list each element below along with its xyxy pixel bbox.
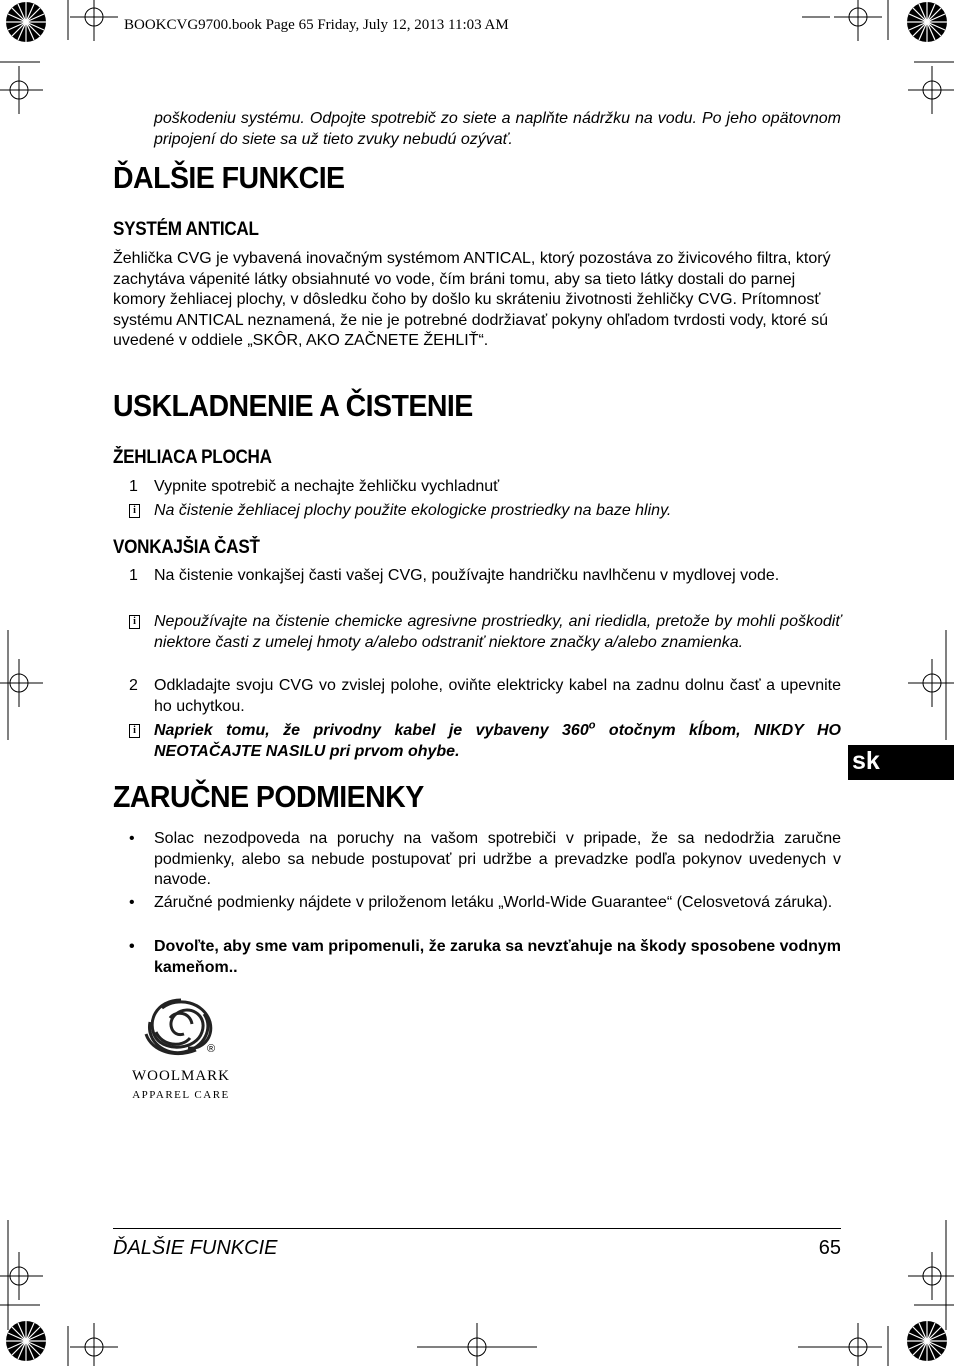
bullet-text: Záručné podmienky nájdete v priloženom letáku „World-Wide Guarantee“ (Celosvetová záruka). bbox=[154, 894, 833, 911]
step-text: Vypnite spotrebič a nechajte žehličku vychladnuť bbox=[154, 478, 500, 495]
heading-exterior: VONKAJŠIA ČASŤ bbox=[113, 537, 260, 558]
list-item bbox=[113, 566, 841, 587]
note-text: Na čistenie žehliacej plochy použite ekologicke prostriedky na baze hliny. bbox=[154, 502, 672, 519]
info-icon: i bbox=[129, 615, 140, 629]
print-header: BOOKCVG9700.book Page 65 Friday, July 12, 2013 11:03 AM bbox=[124, 17, 509, 33]
step-number: 1 bbox=[129, 478, 138, 495]
footer-rule bbox=[113, 1228, 841, 1229]
step-number: 2 bbox=[129, 677, 138, 694]
section-title-storage: USKLADNENIE A ČISTENIE bbox=[113, 388, 473, 423]
note-text: Napriek tomu, že privodny kabel je vybaveny 360$^o$ otočnym kĺbom, NIKDY HO NEOTAČAJTE NASILU pri prvom ohybe. bbox=[154, 719, 841, 760]
woolmark-sub: APPAREL CARE bbox=[132, 1089, 230, 1101]
bullet: • bbox=[129, 938, 135, 955]
info-icon: i bbox=[129, 504, 140, 518]
woolmark-icon bbox=[126, 992, 236, 1056]
section-title-more-functions: ĎALŠIE FUNKCIE bbox=[113, 160, 345, 195]
language-tab: sk bbox=[848, 745, 954, 780]
list-item bbox=[113, 937, 841, 978]
anticalc-paragraph: Žehlička CVG je vybavená inovačným systémom ANTICAL, ktorý pozostáva zo živicového filtra, ktorý zachytáva vápenité látky obsiahnuté vo vode, čím bráni tomu, aby sa tieto látky dostali do parnej komory žehliacej plochy, v dôsledku čoho by došlo ku skráteniu životnosti žehličky CVG. Prítomnosť systému ANTICAL neznamená, že nie je potrebné dodržiavať pokyny ohľadom tvrdosti vody, ktoré sú uvedené v oddiele „SKÔR, AKO ZAČNETE ŽEHLIŤ“. bbox=[113, 250, 831, 349]
registered-mark: ® bbox=[207, 1043, 216, 1055]
heading-soleplate: ŽEHLIACA PLOCHA bbox=[113, 447, 272, 468]
list-item bbox=[113, 893, 841, 914]
bullet-text: Solac nezodpoveda na poruchy na vašom spotrebiči v pripade, že sa nedodržia zaručne podmienky, alebo sa nebude postupovať pri udržbe a prevadzke podľa pokynov uvedenych v navode. bbox=[154, 830, 841, 888]
list-item bbox=[113, 477, 841, 498]
footer-section: ĎALŠIE FUNKCIE bbox=[113, 1237, 278, 1259]
bullet: • bbox=[129, 894, 135, 911]
woolmark-logo bbox=[126, 992, 236, 1107]
intro-paragraph: poškodeniu systému. Odpojte spotrebič zo siete a naplňte nádržku na vodu. Po jeho opätovnom pripojení do siete sa už tieto zvuky nebudú ozývať. bbox=[154, 110, 841, 148]
section-title-warranty: ZARUČNE PODMIENKY bbox=[113, 779, 424, 814]
info-icon: i bbox=[129, 724, 140, 738]
note-item bbox=[113, 501, 841, 522]
step-number: 1 bbox=[129, 567, 138, 584]
note-item bbox=[113, 612, 841, 653]
bullet: • bbox=[129, 830, 135, 847]
note-item bbox=[113, 721, 841, 762]
step-text: Na čistenie vonkajšej časti vašej CVG, používajte handričku navlhčenu v mydlovej vode. bbox=[154, 567, 780, 584]
page-number: 65 bbox=[818, 1237, 841, 1259]
woolmark-brand: WOOLMARK bbox=[132, 1068, 230, 1084]
step-text: Odkladajte svoju CVG vo zvislej polohe, oviňte elektricky kabel na zadnu dolnu časť a upevnite ho uchytkou. bbox=[154, 677, 841, 715]
note-text: Nepoužívajte na čistenie chemicke agresivne prostriedky, ani riedidla, pretože by mohli poškodiť niektore časti z umelej hmoty a/alebo odstraniť niektore značky a/alebo znamienka. bbox=[154, 613, 841, 651]
bullet-text: Dovoľte, aby sme vam pripomenuli, že zaruka sa nevzťahuje na škody sposobene vodnym kameňom.. bbox=[154, 938, 841, 976]
list-item bbox=[113, 676, 841, 717]
list-item bbox=[113, 829, 841, 891]
heading-anticalc: SYSTÉM ANTICAL bbox=[113, 219, 259, 240]
